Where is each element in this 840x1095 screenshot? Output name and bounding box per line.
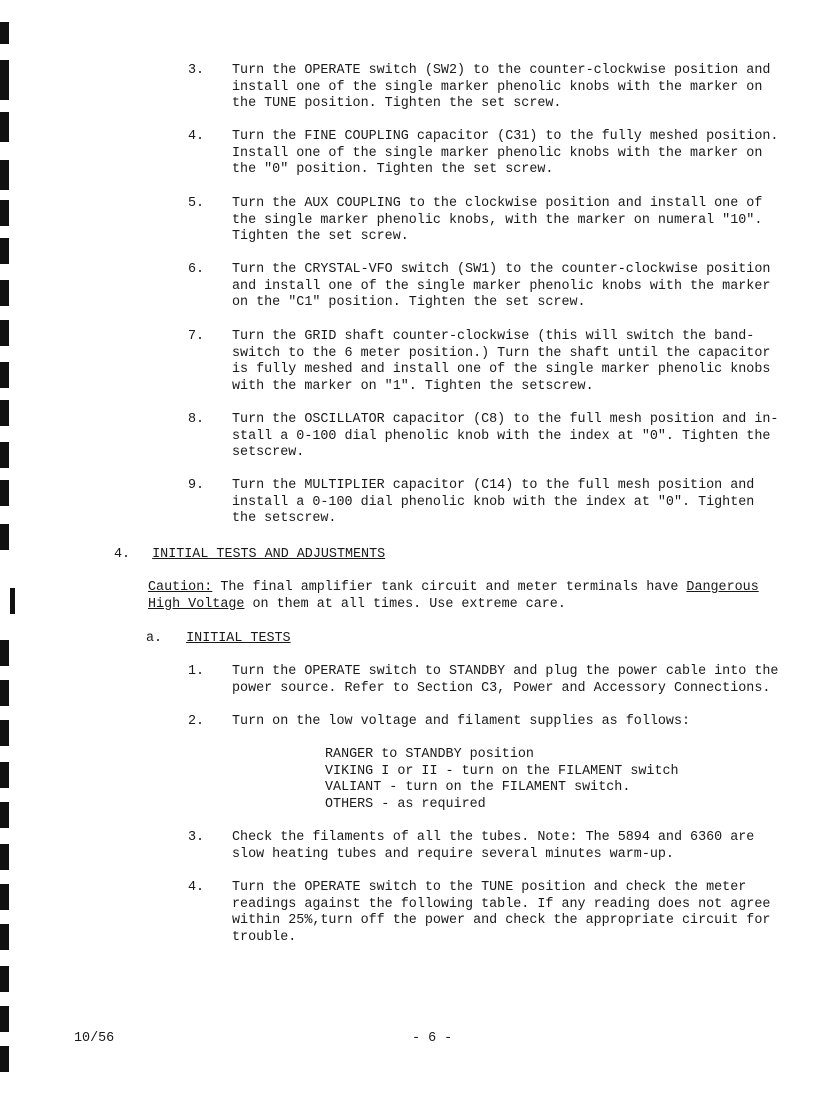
punch-mark (0, 200, 9, 226)
subsection-title: INITIAL TESTS (186, 631, 291, 646)
punch-mark (0, 238, 9, 264)
caution-text-before: The final amplifier tank circuit and meter terminals have (212, 580, 687, 595)
section-number: 4. (114, 547, 131, 562)
caution-danger-word: Dangerous (686, 580, 759, 595)
step-text: Turn the AUX COUPLING to the clockwise position and install one of the single marker phenolic knobs, with the marker on numeral "10". Tighten the set screw. (232, 196, 763, 245)
step-text: Check the filaments of all the tubes. Note: The 5894 and 6360 are slow heating tubes and require several minutes warm-up. (232, 830, 755, 862)
caution-danger-voltage: High Voltage (148, 596, 245, 612)
punch-mark (0, 22, 9, 44)
subsection-letter: a. (146, 631, 163, 646)
punch-mark (0, 112, 9, 142)
step-text: Turn the MULTIPLIER capacitor (C14) to the full mesh position and install a 0-100 dial phenolic knob with the index at "0". Tighten the setscrew. (232, 478, 755, 527)
step-number: 1. (188, 664, 205, 679)
step-number: 9. (188, 478, 205, 493)
punch-mark (0, 480, 9, 506)
step-text: Turn the CRYSTAL-VFO switch (SW1) to the counter-clockwise position and install one of the single marker phenolic knobs with the marker on the "C1" position. Tighten the set screw. (232, 262, 771, 311)
step-number: 4. (188, 129, 205, 144)
punch-mark (0, 160, 9, 190)
subsection-heading (146, 631, 291, 648)
caution-text-after: on them at all times. Use extreme care. (244, 596, 566, 612)
punch-mark (0, 524, 9, 550)
step-number: 3. (188, 830, 205, 845)
punch-mark (0, 320, 9, 346)
punch-mark (0, 400, 9, 426)
section-title: INITIAL TESTS AND ADJUSTMENTS (152, 547, 386, 562)
step-text: Turn on the low voltage and filament supplies as follows: (232, 714, 691, 729)
step-number: 7. (188, 329, 205, 344)
step-number: 6. (188, 262, 205, 277)
punch-mark (0, 60, 9, 100)
punch-mark (0, 802, 9, 828)
step-number: 5. (188, 196, 205, 211)
punch-mark (0, 680, 9, 706)
step-text: Turn the FINE COUPLING capacitor (C31) to the fully meshed position. Install one of the single marker phenolic knobs with the marker on the "0" position. Tighten the set screw. (232, 129, 779, 178)
punch-mark (0, 844, 9, 870)
caution-note (148, 580, 808, 613)
page-number: - 6 - (412, 1031, 453, 1046)
step-number: 8. (188, 412, 205, 427)
step-number: 2. (188, 714, 205, 729)
step-text: Turn the OPERATE switch to the TUNE position and check the meter readings against the following table. If any reading does not agree within 25%,turn off the power and check the appropriate circuit for trouble. (232, 880, 771, 945)
punch-mark (0, 720, 9, 746)
punch-mark (0, 640, 9, 666)
footer-date: 10/56 (74, 1031, 115, 1046)
step-number: 4. (188, 880, 205, 895)
punch-mark (0, 362, 9, 388)
step-text: Turn the OSCILLATOR capacitor (C8) to the full mesh position and in- stall a 0-100 dial phenolic knob with the index at "0". Tighten the setscrew. (232, 412, 779, 461)
punch-mark (0, 966, 9, 992)
punch-mark (0, 280, 9, 306)
supply-list: RANGER to STANDBY position VIKING I or II - turn on the FILAMENT switch VALIANT - turn on the FILAMENT switch. OTHERS - as required (325, 747, 679, 812)
punch-mark (0, 884, 9, 910)
punch-mark (0, 442, 9, 468)
punch-mark (0, 762, 9, 788)
punch-mark (0, 1046, 9, 1072)
section-heading (114, 547, 385, 564)
step-text: Turn the OPERATE switch to STANDBY and plug the power cable into the power source. Refer to Section C3, Power and Accessory Connections. (232, 664, 779, 696)
step-text: Turn the OPERATE switch (SW2) to the counter-clockwise position and install one of the single marker phenolic knobs with the marker on the TUNE position. Tighten the set screw. (232, 63, 771, 112)
step-text: Turn the GRID shaft counter-clockwise (this will switch the band- switch to the 6 meter position.) Turn the shaft until the capacitor is fully meshed and install one of the single marker phenolic knobs with the marker on "1". Tighten the setscrew. (232, 329, 771, 394)
step-number: 3. (188, 63, 205, 78)
punch-mark (0, 1006, 9, 1032)
punch-mark (10, 588, 15, 614)
punch-mark (0, 924, 9, 950)
caution-label: Caution: (148, 580, 213, 595)
